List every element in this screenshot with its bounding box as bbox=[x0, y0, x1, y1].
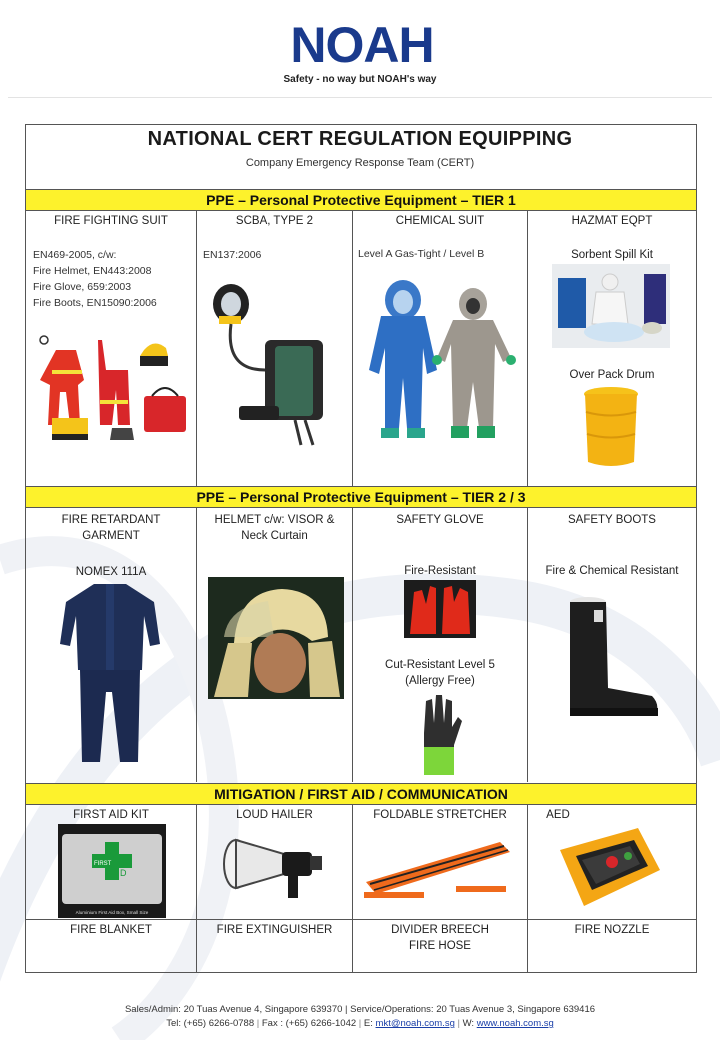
garment-title-1: FIRE RETARDANT bbox=[61, 514, 161, 526]
svg-text:I: I bbox=[120, 858, 123, 868]
footer-web-link[interactable]: www.noah.com.sg bbox=[476, 1018, 554, 1029]
scba-image bbox=[205, 280, 345, 450]
svg-text:NOAH: NOAH bbox=[290, 18, 434, 70]
overpack-drum-image bbox=[582, 386, 640, 468]
noah-logo bbox=[282, 18, 442, 70]
tier2-band: PPE – Personal Protective Equipment – TIER 2 / 3 bbox=[26, 486, 696, 508]
footer-email-label: E: bbox=[363, 1018, 373, 1029]
hazmat-item-2: Over Pack Drum bbox=[569, 369, 655, 381]
chem-suit-title: CHEMICAL SUIT bbox=[395, 215, 485, 227]
fire-hose-title: FIRE HOSE bbox=[409, 940, 471, 952]
fire-extinguisher-title: FIRE EXTINGUISHER bbox=[216, 924, 333, 936]
boots-spec: Fire & Chemical Resistant bbox=[545, 565, 679, 577]
spill-kit-image bbox=[552, 264, 670, 348]
hazmat-title: HAZMAT EQPT bbox=[571, 215, 653, 227]
scba-spec: EN137:2006 bbox=[203, 249, 262, 261]
fire-blanket-title: FIRE BLANKET bbox=[70, 924, 152, 936]
fire-suit-title: FIRE FIGHTING SUIT bbox=[54, 215, 168, 227]
document-title: NATIONAL CERT REGULATION EQUIPPING bbox=[147, 128, 573, 150]
glove-title: SAFETY GLOVE bbox=[396, 514, 484, 526]
garment-spec: NOMEX 111A bbox=[75, 566, 147, 578]
garment-image bbox=[58, 580, 162, 766]
fire-suit-spec-3: Fire Glove, 659:2003 bbox=[33, 281, 132, 293]
footer-tel: Tel: (+65) 6266-0788 bbox=[166, 1018, 255, 1029]
footer-web-label: W: bbox=[462, 1018, 475, 1029]
footer-contact: Tel: (+65) 6266-0788 | Fax : (+65) 6266-1042 | E: mkt@noah.com.sg | W: www.noah.com.sg bbox=[166, 1018, 554, 1029]
divider bbox=[196, 507, 197, 782]
glove-item-1: Fire-Resistant bbox=[404, 565, 476, 577]
divider bbox=[527, 804, 528, 972]
header bbox=[0, 0, 720, 98]
tagline: Safety - no way but NOAH's way bbox=[283, 74, 437, 85]
header-divider bbox=[8, 97, 712, 98]
loud-hailer-title: LOUD HAILER bbox=[236, 809, 313, 821]
divider bbox=[196, 210, 197, 486]
tier1-band: PPE – Personal Protective Equipment – TIER 1 bbox=[26, 189, 696, 211]
helmet-image bbox=[208, 577, 344, 699]
svg-text:D: D bbox=[120, 868, 127, 878]
glove-item-2-line2: (Allergy Free) bbox=[405, 675, 475, 687]
fire-suit-spec-2: Fire Helmet, EN443:2008 bbox=[33, 265, 152, 277]
divider bbox=[26, 919, 696, 920]
footer-fax: Fax : (+65) 6266-1042 bbox=[261, 1018, 357, 1029]
fire-suit-image bbox=[36, 330, 191, 450]
aed-title: AED bbox=[546, 809, 570, 821]
fire-suit-spec-4: Fire Boots, EN15090:2006 bbox=[33, 297, 157, 309]
footer-email-link[interactable]: mkt@noah.com.sg bbox=[375, 1018, 455, 1029]
boots-title: SAFETY BOOTS bbox=[568, 514, 656, 526]
loud-hailer-image bbox=[222, 836, 326, 902]
safety-boot-image bbox=[566, 596, 662, 720]
helmet-title-1: HELMET c/w: VISOR & bbox=[214, 514, 335, 526]
divider bbox=[196, 804, 197, 972]
first-aid-title: FIRST AID KIT bbox=[73, 809, 149, 821]
divider bbox=[352, 210, 353, 486]
chemical-suit-image bbox=[365, 278, 525, 448]
hazmat-item-1: Sorbent Spill Kit bbox=[571, 249, 653, 261]
svg-text:FIRST: FIRST bbox=[94, 861, 112, 867]
svg-text:Aluminium First Aid Box, Small: Aluminium First Aid Box, Small Size bbox=[75, 910, 149, 915]
scba-title: SCBA, TYPE 2 bbox=[235, 215, 314, 227]
glove-item-2-line1: Cut-Resistant Level 5 bbox=[385, 659, 495, 671]
svg-text:A: A bbox=[108, 850, 115, 860]
stretcher-title: FOLDABLE STRETCHER bbox=[373, 809, 507, 821]
fire-nozzle-title: FIRE NOZZLE bbox=[574, 924, 650, 936]
mitigation-band: MITIGATION / FIRST AID / COMMUNICATION bbox=[26, 783, 696, 805]
cut-glove-image bbox=[414, 693, 464, 777]
footer-address: Sales/Admin: 20 Tuas Avenue 4, Singapore 639370 | Service/Operations: 20 Tuas Avenue 3, Singapore 639416 bbox=[124, 1004, 596, 1015]
helmet-title-2: Neck Curtain bbox=[241, 530, 308, 542]
aed-image bbox=[552, 822, 664, 910]
fire-suit-spec-1: EN469-2005, c/w: bbox=[33, 249, 117, 261]
document-subtitle: Company Emergency Response Team (CERT) bbox=[245, 157, 475, 169]
garment-title-2: GARMENT bbox=[82, 530, 140, 542]
chem-suit-spec: Level A Gas-Tight / Level B bbox=[358, 248, 485, 260]
fire-glove-image bbox=[404, 580, 476, 638]
first-aid-kit-image bbox=[58, 824, 166, 918]
divider-breech-title: DIVIDER BREECH bbox=[391, 924, 489, 936]
divider bbox=[352, 507, 353, 782]
divider bbox=[527, 507, 528, 782]
foldable-stretcher-image bbox=[360, 826, 518, 906]
